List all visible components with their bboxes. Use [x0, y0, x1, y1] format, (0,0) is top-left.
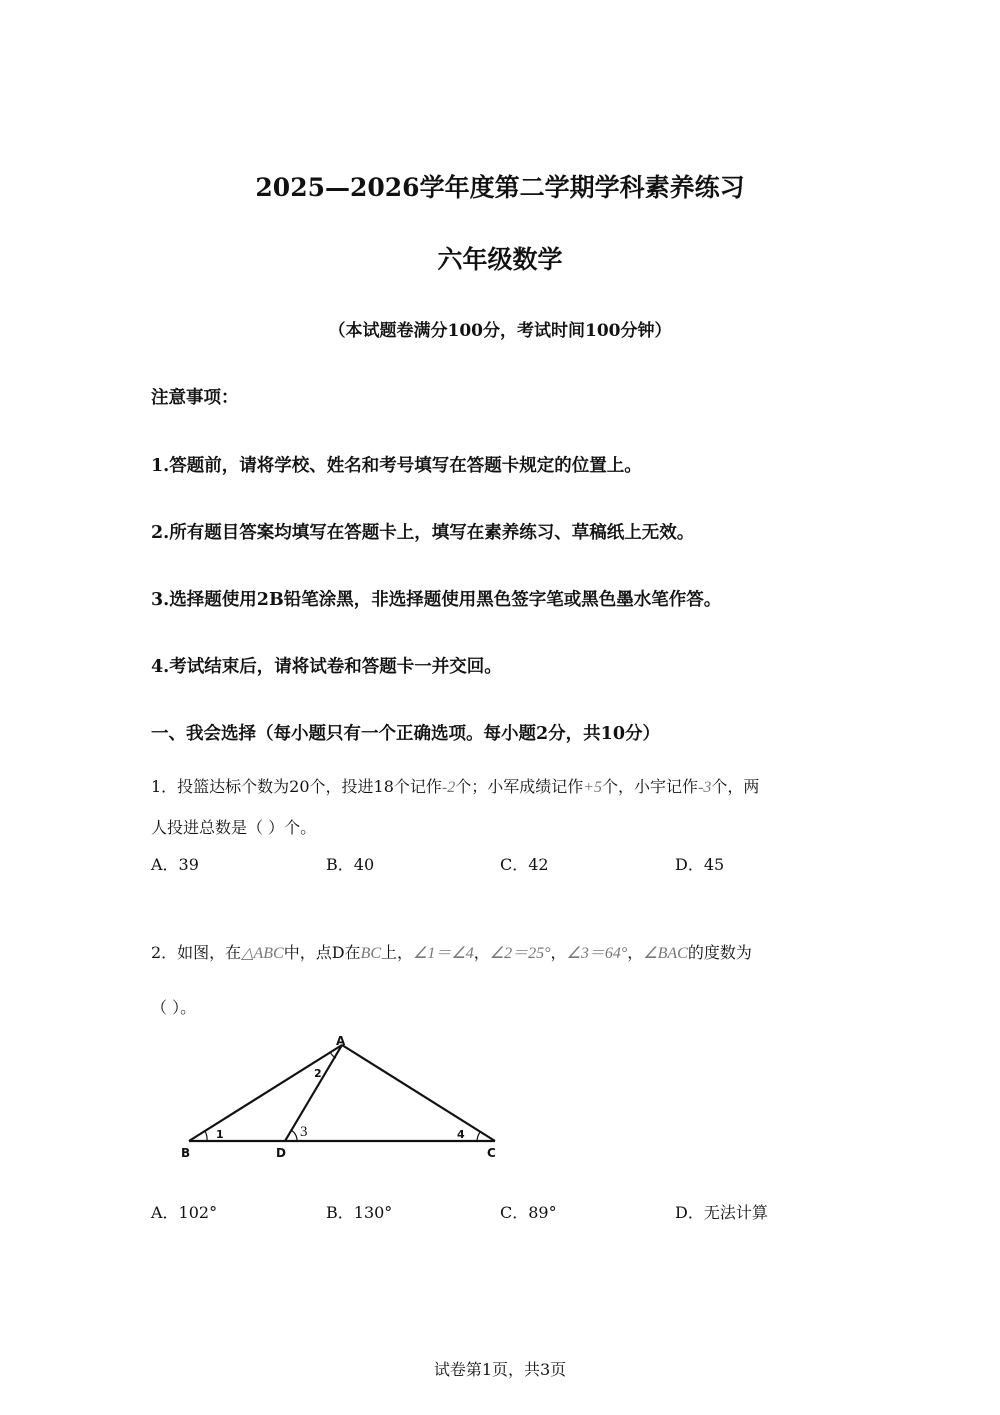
q2-math-4: ∠2＝25°: [489, 945, 551, 962]
triangle-lines: [189, 1045, 495, 1141]
segment-ac: [342, 1045, 495, 1141]
q2-text-7: 的度数为: [687, 943, 752, 962]
q2-text-6: ，: [627, 943, 644, 962]
q1-text-4: 个，两: [711, 777, 760, 796]
label-angle-2: 2: [314, 1067, 322, 1080]
q1-text-1: 1．投篮达标个数为20个，投进18个记作: [151, 777, 442, 796]
label-angle-4: 4: [457, 1128, 465, 1141]
label-c: C: [487, 1146, 496, 1160]
exam-note: （本试题卷满分100分，考试时间100分钟）: [328, 321, 672, 341]
q2-option-c[interactable]: C．89°: [500, 1203, 557, 1222]
label-b: B: [181, 1146, 191, 1160]
q2-text-3: 上，: [381, 943, 414, 962]
q2-text-4: ，: [473, 943, 490, 962]
q1-text-3: 个，小宇记作: [602, 777, 699, 796]
q1-option-d[interactable]: D．45: [675, 855, 725, 874]
segment-ab: [189, 1045, 342, 1141]
triangle-figure: [175, 1030, 515, 1170]
question-2-line-2: （ ）。: [151, 998, 197, 1017]
page-footer: 试卷第1页，共3页: [433, 1360, 567, 1379]
q2-text-2: 中，点D在: [283, 943, 361, 962]
label-angle-1: 1: [216, 1128, 224, 1141]
question-2-line-1: [151, 940, 752, 963]
q1-text-2: 个；小军成绩记作: [455, 777, 584, 796]
q2-text-1: 2．如图，在: [151, 943, 242, 962]
q1-option-b[interactable]: B．40: [326, 855, 375, 874]
q1-math-2: +5: [583, 779, 603, 796]
q1-option-a[interactable]: A．39: [151, 855, 199, 874]
notice-heading: 注意事项：: [151, 388, 239, 408]
section-heading: 一、我会选择（每小题只有一个正确选项。每小题2分，共10分）: [151, 724, 661, 744]
notice-item-3: 3.选择题使用2B铅笔涂黑，非选择题使用黑色签字笔或黑色墨水笔作答。: [151, 590, 722, 610]
label-a: A: [336, 1034, 346, 1048]
notice-item-1: 1.答题前，请将学校、姓名和考号填写在答题卡规定的位置上。: [151, 456, 642, 476]
page-subtitle: 六年级数学: [437, 245, 563, 274]
q2-math-2: BC: [360, 945, 382, 962]
q2-math-6: ∠BAC: [643, 945, 688, 962]
label-d: D: [276, 1146, 286, 1160]
q2-math-3: ∠1＝∠4: [413, 945, 474, 962]
page-title: 2025—2026学年度第二学期学科素养练习: [255, 173, 745, 202]
notice-item-4: 4.考试结束后，请将试卷和答题卡一并交回。: [151, 657, 502, 677]
q1-math-1: -2: [441, 779, 456, 796]
q2-text-5: ，: [550, 943, 567, 962]
notice-item-2: 2.所有题目答案均填写在答题卡上，填写在素养练习、草稿纸上无效。: [151, 523, 695, 543]
q1-math-3: -3: [698, 779, 712, 796]
label-angle-3: 3: [300, 1124, 308, 1140]
question-1-line-2: 人投进总数是（ ）个。: [151, 818, 317, 837]
q2-option-b[interactable]: B．130°: [326, 1203, 393, 1222]
angle-arcs: [205, 1052, 480, 1141]
q2-option-a[interactable]: A．102°: [151, 1203, 218, 1222]
question-1-line-1: [151, 774, 759, 797]
segment-ad: [285, 1045, 342, 1141]
q2-option-d[interactable]: D．无法计算: [675, 1203, 768, 1222]
q2-math-5: ∠3＝64°: [566, 945, 628, 962]
q2-math-1: △ABC: [241, 945, 284, 962]
q1-option-c[interactable]: C．42: [500, 855, 549, 874]
